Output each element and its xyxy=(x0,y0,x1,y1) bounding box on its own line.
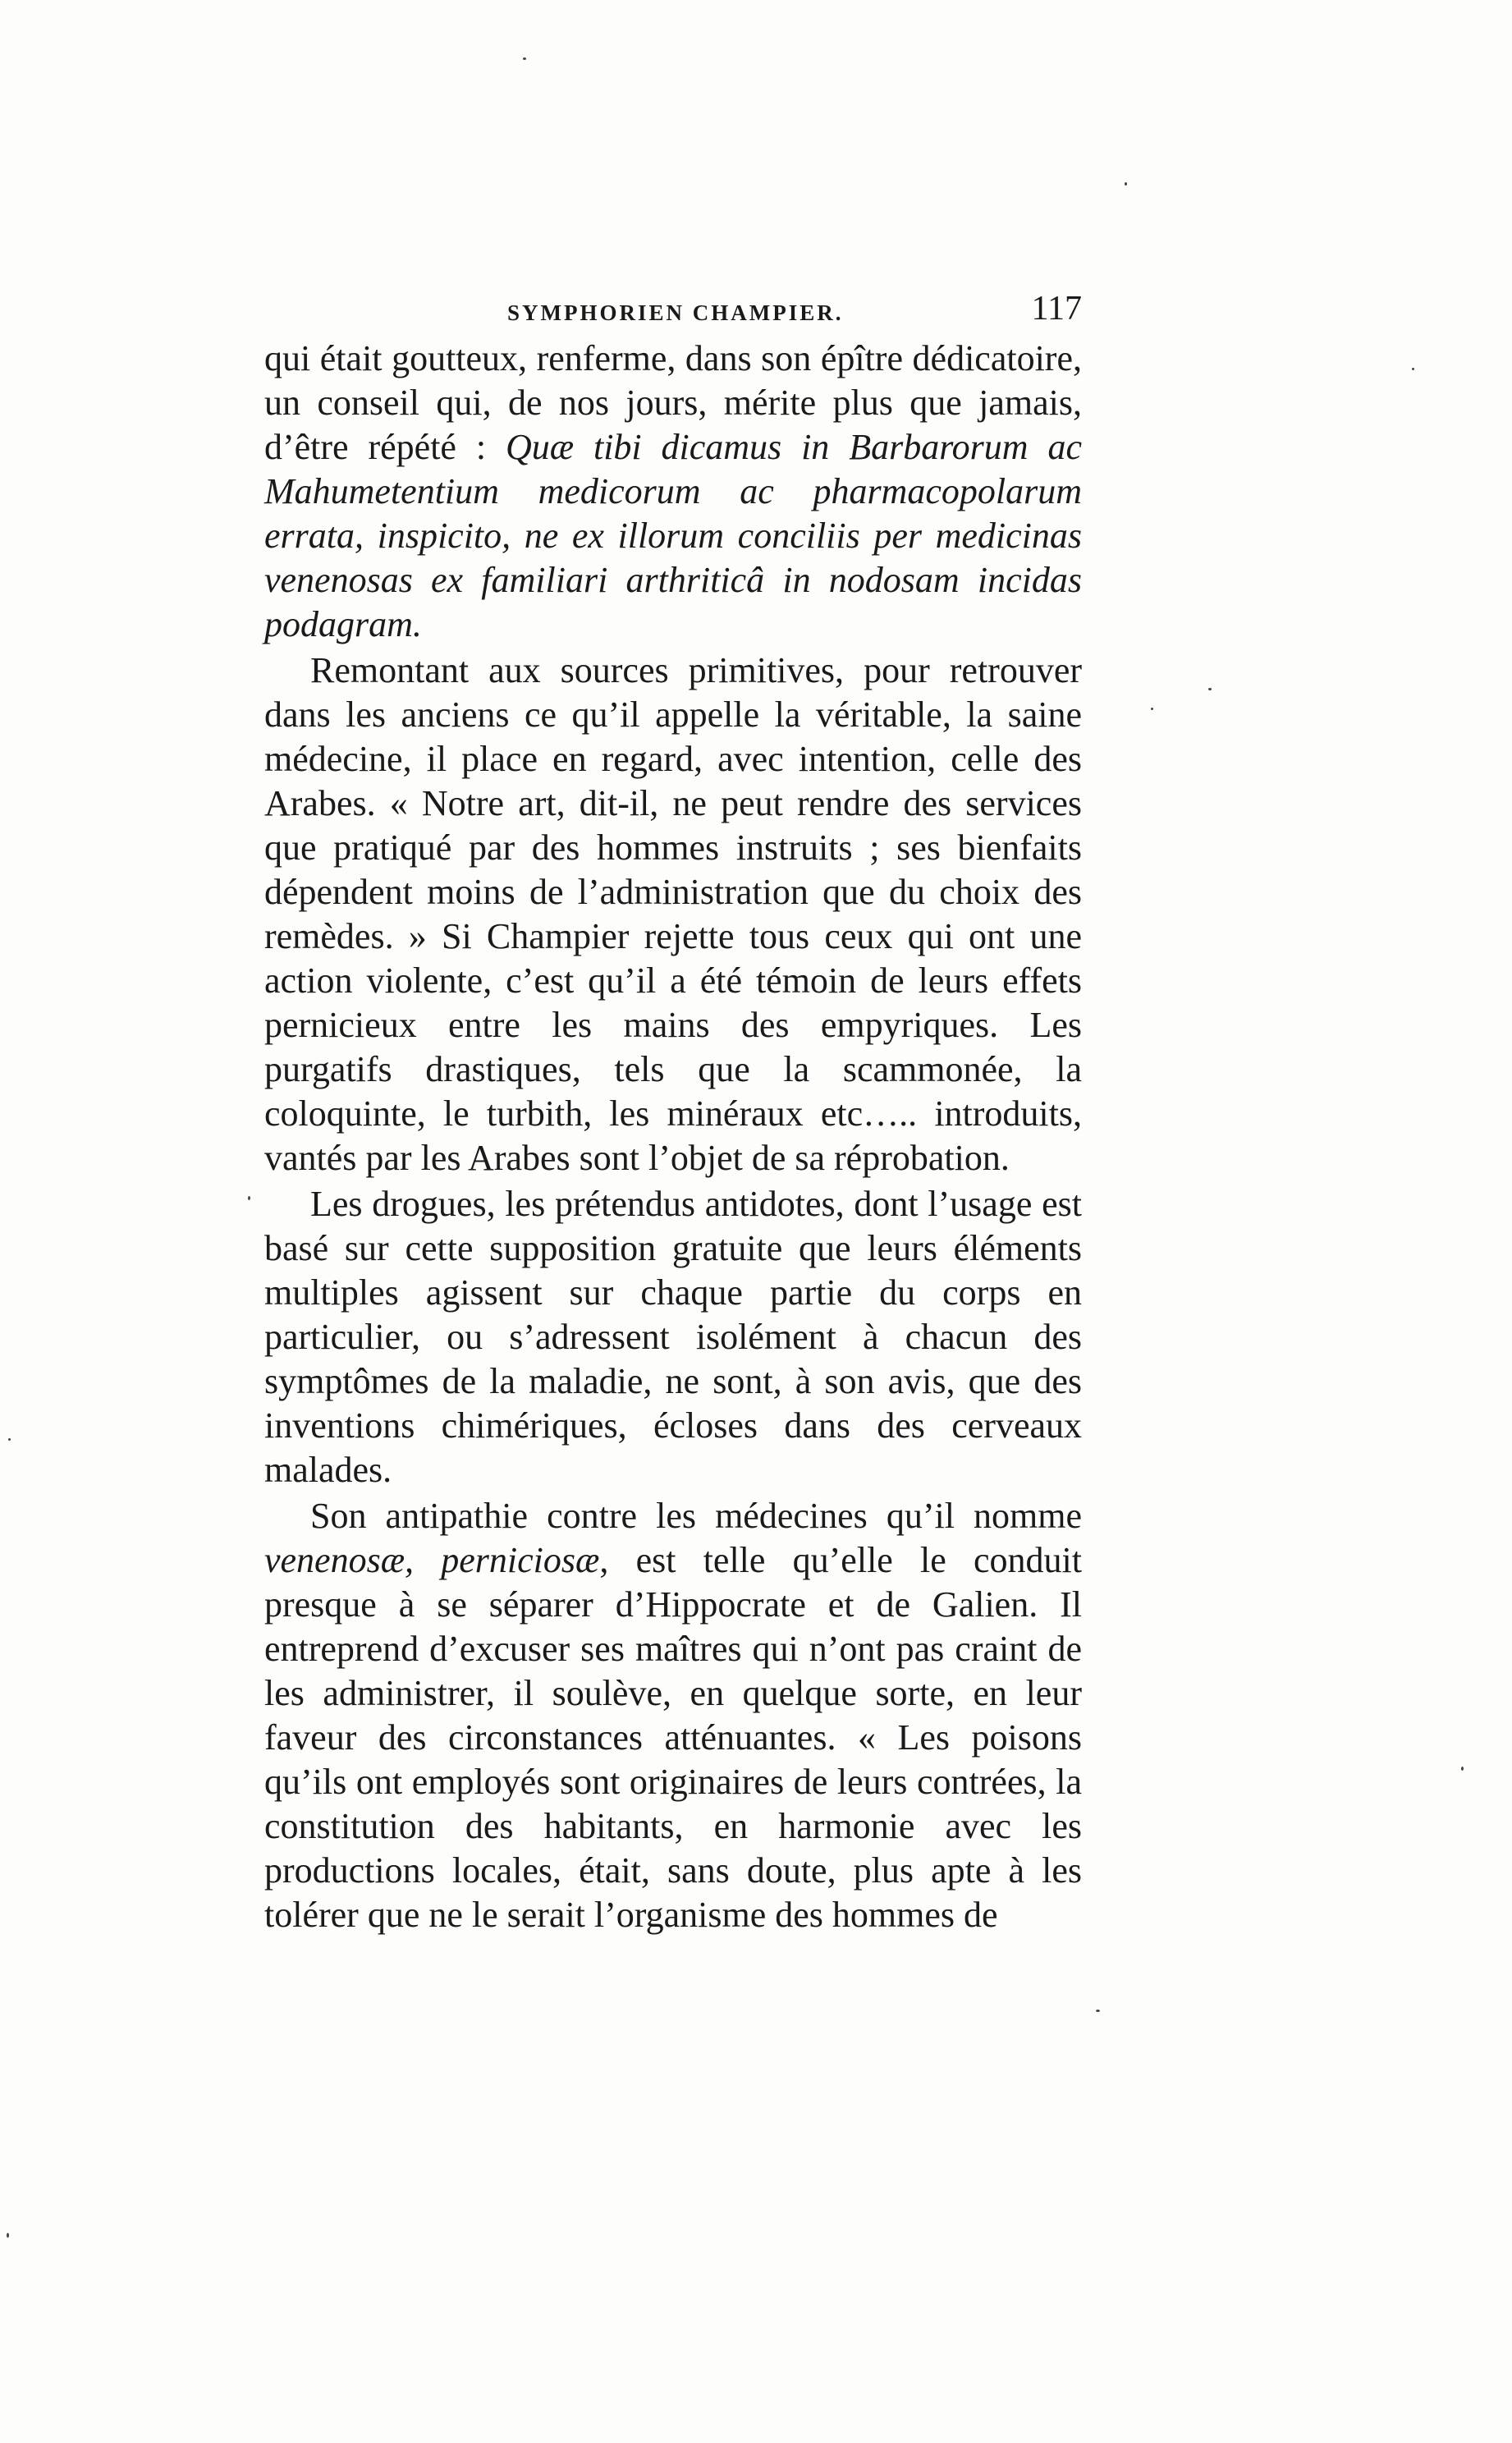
speck xyxy=(1151,708,1153,710)
page-header xyxy=(507,289,1082,338)
paragraph xyxy=(264,649,1082,1180)
speck xyxy=(1412,368,1414,370)
paragraph xyxy=(264,1494,1082,1937)
speck xyxy=(7,2233,9,2238)
paragraph-text: , est telle qu’elle le conduit presque à se séparer d’Hippocrate et de Galien. Il entreprend d’excuser ses maîtres qui n’ont pas craint de les administrer, il soulève, en quelque sorte, en leur faveur des circonstances atténuantes. « Les poisons qu’ils ont employés sont originaires de leurs contrées, la constitution des habitants, en harmonie avec les productions locales, était, sans doute, plus apte à les tolérer que ne le serait l’organisme des hommes de xyxy=(264,1540,1082,1935)
speck xyxy=(523,57,526,60)
paragraph-text: Remontant aux sources primitives, pour retrouver dans les anciens ce qu’il appelle la véritable, la saine médecine, il place en regard, avec intention, celle des Arabes. « Notre art, dit-il, ne peut rendre des services que pratiqué par des hommes instruits ; ses bienfaits dépendent moins de l’administration que du choix des remèdes. » Si Champier rejette tous ceux qui ont une action violente, c’est qu’il a été témoin de leurs effets pernicieux entre les mains des empyriques. Les purgatifs drastiques, tels que la scammonée, la coloquinte, le turbith, les minéraux etc….. introduits, vantés par les Arabes sont l’objet de sa réprobation. xyxy=(264,650,1082,1178)
speck xyxy=(1461,1767,1464,1771)
paragraph-text: Son antipathie contre les médecines qu’il nomme xyxy=(310,1496,1082,1536)
page-number: 117 xyxy=(1031,290,1082,328)
speck xyxy=(8,1438,11,1441)
paragraph xyxy=(264,337,1082,647)
latin-term: venenosæ, perniciosæ xyxy=(264,1540,600,1580)
speck xyxy=(1208,688,1212,690)
speck xyxy=(1096,2010,1100,2012)
speck xyxy=(1125,182,1127,186)
latin-quotation: Quæ tibi dicamus in Barbarorum ac Mahumetentium medicorum ac pharmacopolarum errata, inspicito, ne ex illorum conciliis per medicinas venenosas ex familiari arthriticâ in nodosam incidas podagram. xyxy=(264,427,1082,644)
running-title: SYMPHORIEN CHAMPIER. xyxy=(507,300,844,325)
paragraph-text: qui était goutteux, renferme, dans son épître dédicatoire, un conseil qui, de nos jours, mérite plus que jamais, d’être répété : xyxy=(264,338,1082,467)
body-text xyxy=(264,337,1082,1937)
paragraph-text: Les drogues, les prétendus antidotes, dont l’usage est basé sur cette supposition gratuite que leurs éléments multiples agissent sur chaque partie du corps en particulier, ou s’adressent isolément à chacun des symptômes de la maladie, ne sont, à son avis, que des inventions chimériques, écloses dans des cerveaux malades. xyxy=(264,1184,1082,1490)
speck xyxy=(248,1196,250,1200)
paragraph xyxy=(264,1182,1082,1492)
